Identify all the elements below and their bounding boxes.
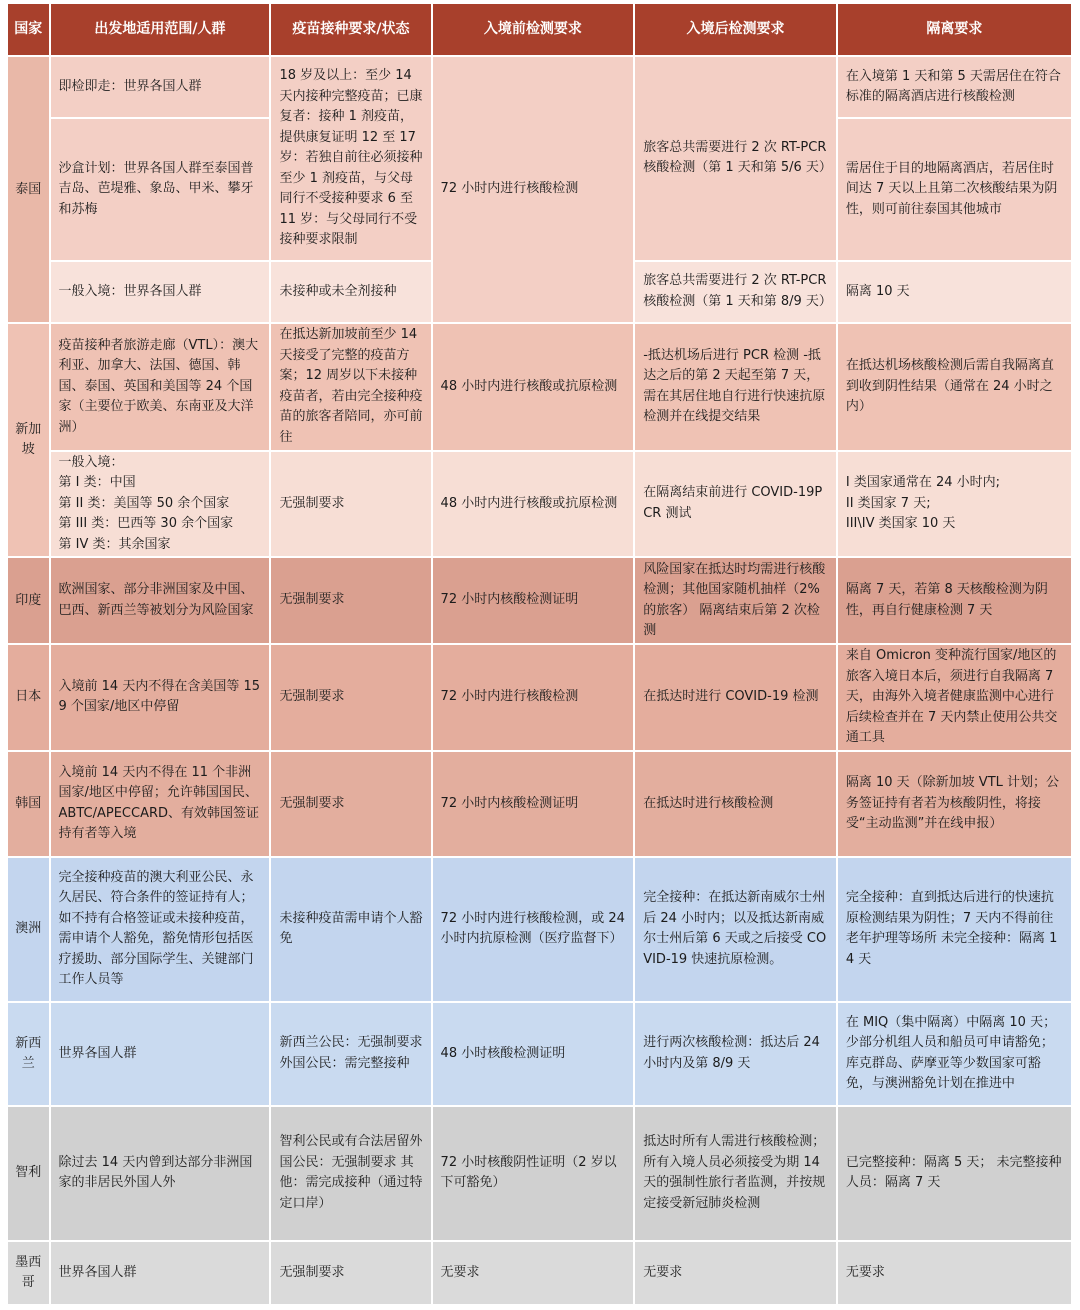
header-post-test: 入境后检测要求 [635, 4, 836, 55]
cell-thailand-vaccine: 18 岁及以上：至少 14 天内接种完整疫苗；已康复者：接种 1 剂疫苗，提供康复证明 12 至 17 岁：若独自前往必须接种至少 1 剂疫苗，与父母同行不受接种要求 6 至 11 岁：与父母同行不受接种要求限制 [271, 57, 430, 260]
cell-new-zealand-vaccine: 新西兰公民：无强制要求 外国公民：需完整接种 [271, 1003, 430, 1105]
text-line: 第 I 类：中国 [58, 475, 136, 491]
cell-india-scope: 欧洲国家、部分非洲国家及中国、巴西、新西兰等被划分为风险国家 [51, 558, 270, 642]
table-row-thailand-1 [8, 57, 1071, 117]
table-row-singapore-2 [8, 452, 1071, 557]
cell-chile-scope: 除过去 14 天内曾到达部分非洲国家的非居民外国人外 [51, 1107, 270, 1240]
cell-japan-post-test: 在抵达时进行 COVID-19 检测 [635, 645, 836, 750]
cell-korea-vaccine: 无强制要求 [271, 752, 430, 856]
cell-korea-pre-test: 72 小时内核酸检测证明 [433, 752, 634, 856]
table-row-india [8, 558, 1071, 642]
cell-new-zealand-post-test: 进行两次核酸检测：抵达后 24 小时内及第 8/9 天 [635, 1003, 836, 1105]
cell-chile-pre-test: 72 小时核酸阴性证明（2 岁以下可豁免） [433, 1107, 634, 1240]
table-row-mexico [8, 1242, 1071, 1304]
table-row-korea [8, 752, 1071, 856]
country-mexico: 墨西哥 [8, 1242, 49, 1304]
country-singapore: 新加坡 [8, 324, 49, 556]
cell-japan-quarantine: 来自 Omicron 变种流行国家/地区的旅客入境日本后，须进行自我隔离 7 天，由海外入境者健康监测中心进行后续检查并在 7 天内禁止使用公共交通工具 [838, 645, 1071, 750]
cell-thailand-vaccine-3: 未接种或未全剂接种 [271, 262, 430, 322]
cell-thailand-quarantine-2: 需居住于目的地隔离酒店，若居住时间达 7 天以上且第二次核酸结果为阴性，则可前往泰国其他城市 [838, 119, 1071, 260]
cell-thailand-scope-2: 沙盒计划：世界各国人群至泰国普吉岛、芭堤雅、象岛、甲米、攀牙和苏梅 [51, 119, 270, 260]
cell-korea-post-test: 在抵达时进行核酸检测 [635, 752, 836, 856]
cell-japan-vaccine: 无强制要求 [271, 645, 430, 750]
cell-india-post-test: 风险国家在抵达时均需进行核酸检测；其他国家随机抽样（2%的旅客） 隔离结束后第 2 次检测 [635, 558, 836, 642]
cell-korea-quarantine: 隔离 10 天（除新加坡 VTL 计划；公务签证持有者若为核酸阴性，将接受“主动监测”并在线申报） [838, 752, 1071, 856]
header-scope: 出发地适用范围/人群 [51, 4, 270, 55]
cell-thailand-quarantine-1: 在入境第 1 天和第 5 天需居住在符合标准的隔离酒店进行核酸检测 [838, 57, 1071, 117]
cell-india-quarantine: 隔离 7 天，若第 8 天核酸检测为阴性，再自行健康检测 7 天 [838, 558, 1071, 642]
cell-australia-quarantine: 完全接种：直到抵达后进行的快速抗原检测结果为阴性；7 天内不得前往老年护理等场所 未完全接种：隔离 14 天 [838, 858, 1071, 1001]
cell-singapore-pre-test-2: 48 小时内进行核酸或抗原检测 [433, 452, 634, 557]
country-thailand: 泰国 [8, 57, 49, 322]
country-india: 印度 [8, 558, 49, 642]
cell-new-zealand-quarantine: 在 MIQ（集中隔离）中隔离 10 天；少部分机组人员和船员可申请豁免；库克群岛、萨摩亚等少数国家可豁免，与澳洲豁免计划在推进中 [838, 1003, 1071, 1105]
text-line: 第 II 类：美国等 50 余个国家 [58, 495, 230, 511]
cell-india-pre-test: 72 小时内核酸检测证明 [433, 558, 634, 642]
cell-mexico-post-test: 无要求 [635, 1242, 836, 1304]
cell-australia-post-test: 完全接种：在抵达新南威尔士州后 24 小时内；以及抵达新南威尔士州后第 6 天或之后接受 COVID-19 快速抗原检测。 [635, 858, 836, 1001]
cell-thailand-quarantine-3: 隔离 10 天 [838, 262, 1071, 322]
cell-singapore-quarantine-1: 在抵达机场核酸检测后需自我隔离直到收到阴性结果（通常在 24 小时之内） [838, 324, 1071, 450]
country-australia: 澳洲 [8, 858, 49, 1001]
travel-policy-table [6, 2, 1073, 1306]
text-line: 第 III 类：巴西等 30 余个国家 [58, 516, 234, 532]
cell-chile-vaccine: 智利公民或有合法居留外国公民：无强制要求 其他：需完成接种（通过特定口岸） [271, 1107, 430, 1240]
cell-new-zealand-scope: 世界各国人群 [51, 1003, 270, 1105]
cell-singapore-vaccine-1: 在抵达新加坡前至少 14 天接受了完整的疫苗方案；12 周岁以下未接种疫苗者，若由完全接种疫苗的旅客者陪同，亦可前往 [271, 324, 430, 450]
cell-new-zealand-pre-test: 48 小时核酸检测证明 [433, 1003, 634, 1105]
table-row-chile [8, 1107, 1071, 1240]
cell-thailand-post-test: 旅客总共需要进行 2 次 RT-PCR 核酸检测（第 1 天和第 5/6 天） [635, 57, 836, 260]
cell-singapore-post-test-2: 在隔离结束前进行 COVID-19PCR 测试 [635, 452, 836, 557]
cell-chile-quarantine: 已完整接种：隔离 5 天； 未完整接种人员：隔离 7 天 [838, 1107, 1071, 1240]
cell-japan-pre-test: 72 小时内进行核酸检测 [433, 645, 634, 750]
cell-japan-scope: 入境前 14 天内不得在含美国等 159 个国家/地区中停留 [51, 645, 270, 750]
country-japan: 日本 [8, 645, 49, 750]
cell-singapore-pre-test-1: 48 小时内进行核酸或抗原检测 [433, 324, 634, 450]
header-row [8, 4, 1071, 55]
cell-singapore-scope-2 [51, 452, 270, 557]
cell-thailand-scope-3: 一般入境：世界各国人群 [51, 262, 270, 322]
cell-australia-pre-test: 72 小时内进行核酸检测，或 24 小时内抗原检测（医疗监督下） [433, 858, 634, 1001]
header-quarantine: 隔离要求 [838, 4, 1071, 55]
table-row-new-zealand [8, 1003, 1071, 1105]
cell-mexico-quarantine: 无要求 [838, 1242, 1071, 1304]
table-row-australia [8, 858, 1071, 1001]
header-vaccine: 疫苗接种要求/状态 [271, 4, 430, 55]
cell-chile-post-test: 抵达时所有人需进行核酸检测；所有入境人员必须接受为期 14 天的强制性旅行者监测，并按规定接受新冠肺炎检测 [635, 1107, 836, 1240]
cell-mexico-scope: 世界各国人群 [51, 1242, 270, 1304]
table-row-japan [8, 645, 1071, 750]
cell-thailand-post-test-3: 旅客总共需要进行 2 次 RT-PCR 核酸检测（第 1 天和第 8/9 天） [635, 262, 836, 322]
cell-thailand-pre-test: 72 小时内进行核酸检测 [433, 57, 634, 322]
text-line: I 类国家通常在 24 小时内; [845, 475, 1001, 491]
cell-australia-vaccine: 未接种疫苗需申请个人豁免 [271, 858, 430, 1001]
cell-singapore-vaccine-2: 无强制要求 [271, 452, 430, 557]
cell-korea-scope: 入境前 14 天内不得在 11 个非洲国家/地区中停留；允许韩国国民、ABTC/APECCARD、有效韩国签证持有者等入境 [51, 752, 270, 856]
header-pre-test: 入境前检测要求 [433, 4, 634, 55]
table-row-singapore-1 [8, 324, 1071, 450]
cell-mexico-vaccine: 无强制要求 [271, 1242, 430, 1304]
cell-singapore-quarantine-2 [838, 452, 1071, 557]
text-line: 第 IV 类：其余国家 [58, 536, 171, 552]
cell-singapore-scope-1: 疫苗接种者旅游走廊（VTL）：澳大利亚、加拿大、法国、德国、韩国、泰国、英国和美国等 24 个国家（主要位于欧美、东南亚及大洋洲） [51, 324, 270, 450]
header-country: 国家 [8, 4, 49, 55]
cell-singapore-post-test-1: -抵达机场后进行 PCR 检测 -抵达之后的第 2 天起至第 7 天，需在其居住地自行进行快速抗原检测并在线提交结果 [635, 324, 836, 450]
cell-australia-scope: 完全接种疫苗的澳大利亚公民、永久居民、符合条件的签证持有人；如不持有合格签证或未接种疫苗，需申请个人豁免，豁免情形包括医疗援助、部分国际学生、关键部门工作人员等 [51, 858, 270, 1001]
cell-india-vaccine: 无强制要求 [271, 558, 430, 642]
country-korea: 韩国 [8, 752, 49, 856]
text-line: II 类国家 7 天; [845, 495, 931, 511]
cell-thailand-scope-1: 即检即走：世界各国人群 [51, 57, 270, 117]
text-line: III\IV 类国家 10 天 [845, 516, 956, 532]
country-new-zealand: 新西兰 [8, 1003, 49, 1105]
cell-mexico-pre-test: 无要求 [433, 1242, 634, 1304]
text-line: 一般入境： [58, 454, 124, 470]
country-chile: 智利 [8, 1107, 49, 1240]
